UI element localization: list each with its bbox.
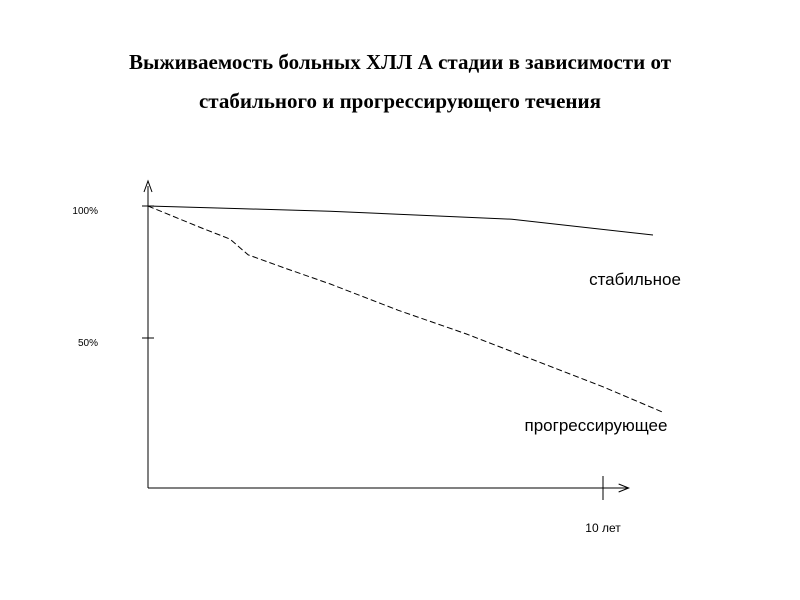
- series-label: прогрессирующее: [524, 416, 668, 435]
- series-line-stable: [148, 206, 653, 235]
- x-tick-label: 10 лет: [585, 521, 621, 535]
- series-line-progressive: [148, 206, 662, 412]
- chart-title-line-1: Выживаемость больных ХЛЛ А стадии в зависимости от: [128, 50, 672, 74]
- ticks: [72, 206, 621, 535]
- series-lines: [148, 206, 662, 412]
- y-tick-label: 50%: [77, 338, 98, 349]
- chart-title-line-2: стабильного и прогрессирующего течения: [198, 89, 601, 113]
- series-label: стабильное: [589, 270, 681, 289]
- axes: [144, 181, 629, 492]
- y-tick-label: 100%: [72, 206, 98, 217]
